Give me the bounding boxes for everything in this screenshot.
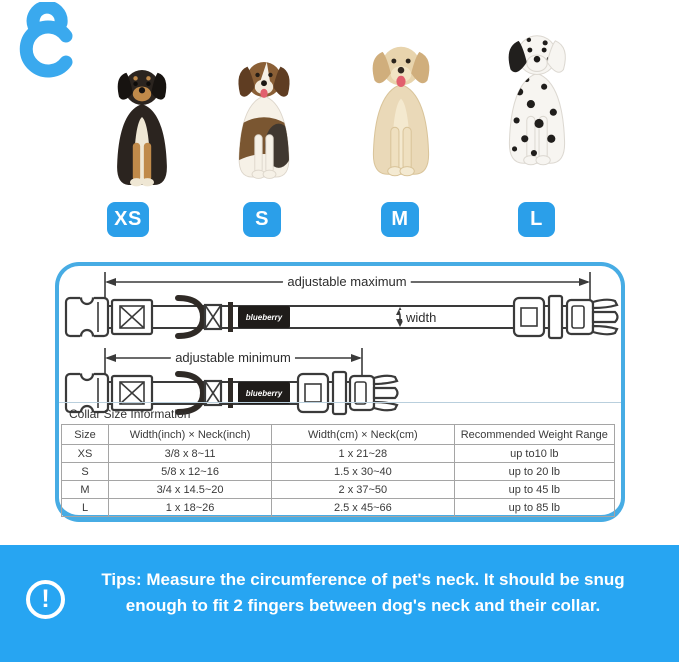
- adjustable-minimum-label: adjustable minimum: [175, 350, 291, 365]
- table-header-row: [62, 425, 615, 445]
- table-row: [62, 463, 615, 481]
- size-badge-m: M: [381, 202, 419, 237]
- table-cell: 2 x 37~50: [272, 481, 454, 499]
- size-badge-xs: XS: [107, 202, 149, 237]
- collar-brand-tag-text: blueberry: [245, 313, 283, 322]
- table-row: [62, 445, 615, 463]
- dog-photo-xs-puppy: [96, 62, 188, 194]
- column-header-inch: Width(inch) × Neck(inch): [109, 425, 272, 445]
- width-label: width: [406, 310, 437, 325]
- column-header-size: Size: [62, 425, 109, 445]
- table-cell: M: [62, 481, 109, 499]
- brand-logo-icon: [16, 2, 80, 82]
- table-cell: up to 85 lb: [454, 499, 614, 517]
- table-row: [62, 481, 615, 499]
- collar-size-table: [61, 424, 615, 517]
- table-cell: 1 x 21~28: [272, 445, 454, 463]
- table-cell: 3/8 x 8~11: [109, 445, 272, 463]
- table-cell: up to 45 lb: [454, 481, 614, 499]
- table-title: Collar Size Information: [69, 407, 191, 421]
- adjustable-maximum-label: adjustable maximum: [287, 274, 407, 289]
- size-info-card: [55, 262, 625, 522]
- size-badge-s: S: [243, 202, 281, 237]
- table-cell: 1 x 18~26: [109, 499, 272, 517]
- tips-text: Tips: Measure the circumference of pet's neck. It should be snug enough to fit 2 fingers between dog's neck and their collar.: [101, 570, 625, 616]
- column-header-cm: Width(cm) × Neck(cm): [272, 425, 454, 445]
- d-ring-icon: [178, 298, 203, 336]
- column-header-weight: Recommended Weight Range: [454, 425, 614, 445]
- table-cell: 5/8 x 12~16: [109, 463, 272, 481]
- table-cell: up to10 lb: [454, 445, 614, 463]
- collar-brand-tag-text: blueberry: [245, 389, 283, 398]
- tips-banner: [0, 545, 679, 662]
- table-cell: 2.5 x 45~66: [272, 499, 454, 517]
- table-cell: 3/4 x 14.5~20: [109, 481, 272, 499]
- table-row: [62, 499, 615, 517]
- dog-photo-s-beagle: [218, 46, 310, 194]
- card-divider: [59, 402, 621, 403]
- size-badge-l: L: [518, 202, 555, 237]
- table-cell: XS: [62, 445, 109, 463]
- table-cell: L: [62, 499, 109, 517]
- table-cell: up to 20 lb: [454, 463, 614, 481]
- dog-photo-l-dalmatian: [486, 6, 588, 194]
- table-cell: S: [62, 463, 109, 481]
- collar-diagram-maximum: [62, 268, 627, 344]
- table-cell: 1.5 x 30~40: [272, 463, 454, 481]
- dog-photo-m-golden-retriever: [350, 28, 452, 194]
- exclamation-circle-icon: !: [26, 580, 65, 619]
